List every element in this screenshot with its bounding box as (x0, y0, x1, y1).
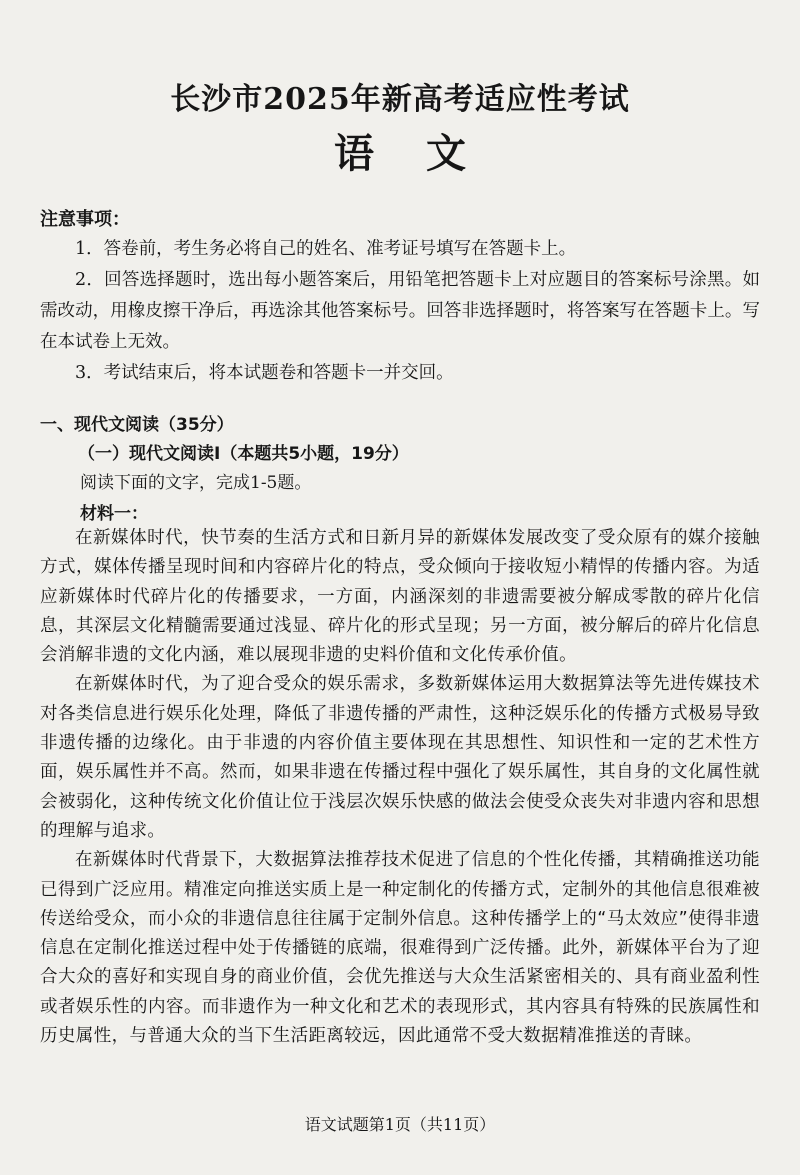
exam-title: 长沙市2025年新高考适应性考试 (170, 82, 630, 117)
notice-list (40, 234, 760, 389)
notice-item-3: 3．考试结束后，将本试题卷和答题卡一并交回。 (75, 363, 454, 383)
subsection-heading: （一）现代文阅读Ⅰ（本题共5小题，19分） (78, 444, 409, 464)
subject-title (0, 122, 800, 179)
subject-char-1: 语 (334, 130, 374, 177)
notice-heading: 注意事项： (40, 209, 130, 230)
material-paragraph-1: 在新媒体时代，快节奏的生活方式和日新月异的新媒体发展改变了受众原有的媒介接触方式，媒体传播呈现时间和内容碎片化的特点，受众倾向于接收短小精悍的传播内容。为适应新媒体时代碎片化的传播要求，一方面，内涵深刻的非遗需要被分解成零散的碎片化信息，其深层文化精髓需要通过浅显、碎片化的形式呈现；另一方面，被分解后的碎片化信息会消解非遗的文化内涵，难以展现非遗的史料价值和文化传承价值。 (40, 528, 760, 666)
material-paragraph-3: 在新媒体时代背景下，大数据算法推荐技术促进了信息的个性化传播，其精确推送功能已得到广泛应用。精准定向推送实质上是一种定制化的传播方式，定制外的其他信息很难被传送给受众，而小众的非遗信息往往属于定制外信息。这种传播学上的“马太效应”使得非遗信息在定制化推送过程中处于传播链的底端，很难得到广泛传播。此外，新媒体平台为了迎合大众的喜好和实现自身的商业价值，会优先推送与大众生活紧密相关的、具有商业盈利性或者娱乐性的内容。而非遗作为一种文化和艺术的表现形式，其内容具有特殊的民族属性和历史属性，与普通大众的当下生活距离较远，因此通常不受大数据精准推送的青睐。 (40, 850, 760, 1047)
reading-instruction: 阅读下面的文字，完成1-5题。 (80, 473, 312, 493)
material-label: 材料一： (80, 504, 148, 524)
section-heading: 一、现代文阅读（35分） (40, 415, 234, 435)
page-footer: 语文试题第1页（共11页） (304, 1115, 496, 1134)
material-text (40, 524, 760, 1051)
material-paragraph-2: 在新媒体时代，为了迎合受众的娱乐需求，多数新媒体运用大数据算法等先进传媒技术对各类信息进行娱乐化处理，降低了非遗传播的严肃性，这种泛娱乐化的传播方式极易导致非遗传播的边缘化。由于非遗的内容价值主要体现在其思想性、知识性和一定的艺术性方面，娱乐属性并不高。然而，如果非遗在传播过程中强化了娱乐属性，其自身的文化属性就会被弱化，这种传统文化价值让位于浅层次娱乐快感的做法会使受众丧失对非遗内容和思想的理解与追求。 (40, 674, 760, 841)
notice-item-2: 2．回答选择题时，选出每小题答案后，用铅笔把答题卡上对应题目的答案标号涂黑。如需改动，用橡皮擦干净后，再选涂其他答案标号。回答非选择题时，将答案写在答题卡上。写在本试卷上无效。 (40, 270, 760, 352)
subject-char-2: 文 (426, 130, 466, 177)
notice-item-1: 1．答卷前，考生务必将自己的姓名、准考证号填写在答题卡上。 (75, 239, 577, 259)
